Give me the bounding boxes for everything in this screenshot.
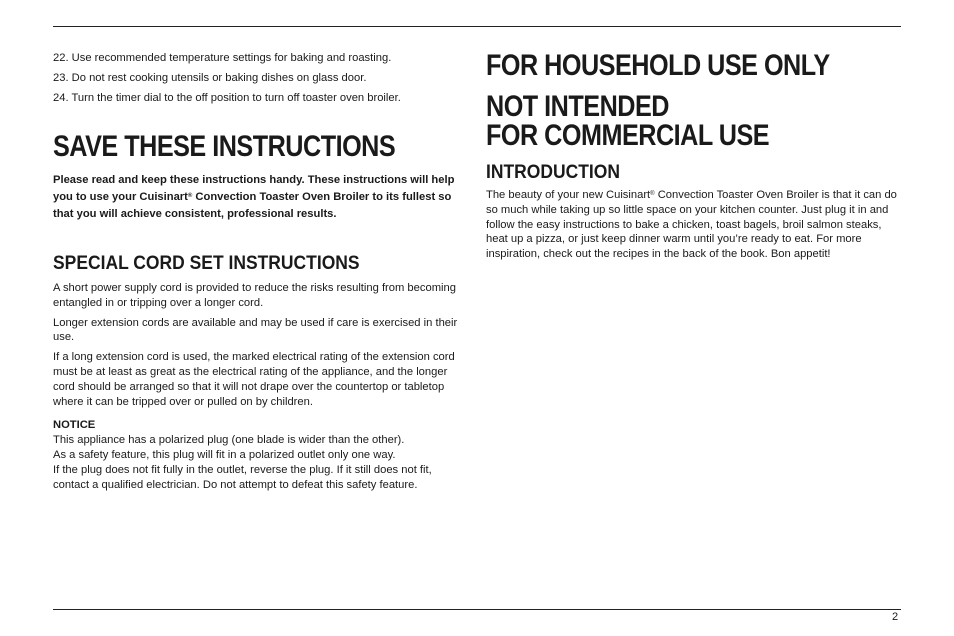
notice-label: NOTICE [53, 419, 96, 432]
cord-paragraph: If a long extension cord is used, the marked electrical rating of the extension cord must be at least as great as the electrical rating of the appliance, and the longer cord should be arranged so that it will not drape over the countertop or tabletop where it can be tripped over or pulled on by children. [53, 351, 455, 408]
cord-paragraph: A short power supply cord is provided to reduce the risks resulting from becoming entangled in or tripping over a longer cord. [53, 282, 456, 309]
cord-heading: SPECIAL CORD SET INSTRUCTIONS [53, 253, 360, 274]
save-instructions-heading: SAVE THESE INSTRUCTIONS [53, 130, 396, 163]
household-heading: FOR HOUSEHOLD USE ONLY [486, 49, 830, 82]
list-item: 23. Do not rest cooking utensils or baking dishes on glass door. [53, 72, 367, 84]
safety-list [53, 48, 458, 108]
introduction-heading: INTRODUCTION [486, 162, 621, 183]
page-number: 2 [892, 611, 899, 623]
commercial-heading: NOT INTENDED FOR COMMERCIAL USE [486, 90, 770, 152]
list-item: 24. Turn the timer dial to the off position to turn off toaster oven broiler. [53, 92, 401, 104]
cord-paragraph: Longer extension cords are available and may be used if care is exercised in their use. [53, 316, 458, 344]
introduction-text: The beauty of your new Cuisinart® Convection Toaster Oven Broiler is that it can do so much while taking up so little space on your kitchen counter. Just plug it in and follow the easy instructions to bake a chicken, toast bagels, broil salmon steaks, heat up a pizza, or just keep dinner warm until you’re ready to eat. For more inspiration, check out the recipes in the back of the book. Bon appetit! [486, 189, 897, 261]
bottom-rule [53, 609, 901, 610]
top-rule [53, 26, 901, 27]
notice-text: This appliance has a polarized plug (one blade is wider than the other). As a safety feature, this plug will fit in a polarized outlet only one way. If the plug does not fit fully in the outlet, reverse the plug. If it still does not fit, contact a qualified electrician. Do not attempt to defeat this safety feature. [53, 434, 432, 491]
list-item: 22. Use recommended temperature settings for baking and roasting. [53, 52, 392, 64]
save-instructions-text: Please read and keep these instructions handy. These instructions will help you to use your Cuisinart® Convection Toaster Oven Broiler to its fullest so that you will achieve consistent, professional results. [53, 174, 455, 220]
left-column [53, 48, 458, 492]
right-column [486, 48, 901, 262]
cord-body [53, 281, 458, 409]
